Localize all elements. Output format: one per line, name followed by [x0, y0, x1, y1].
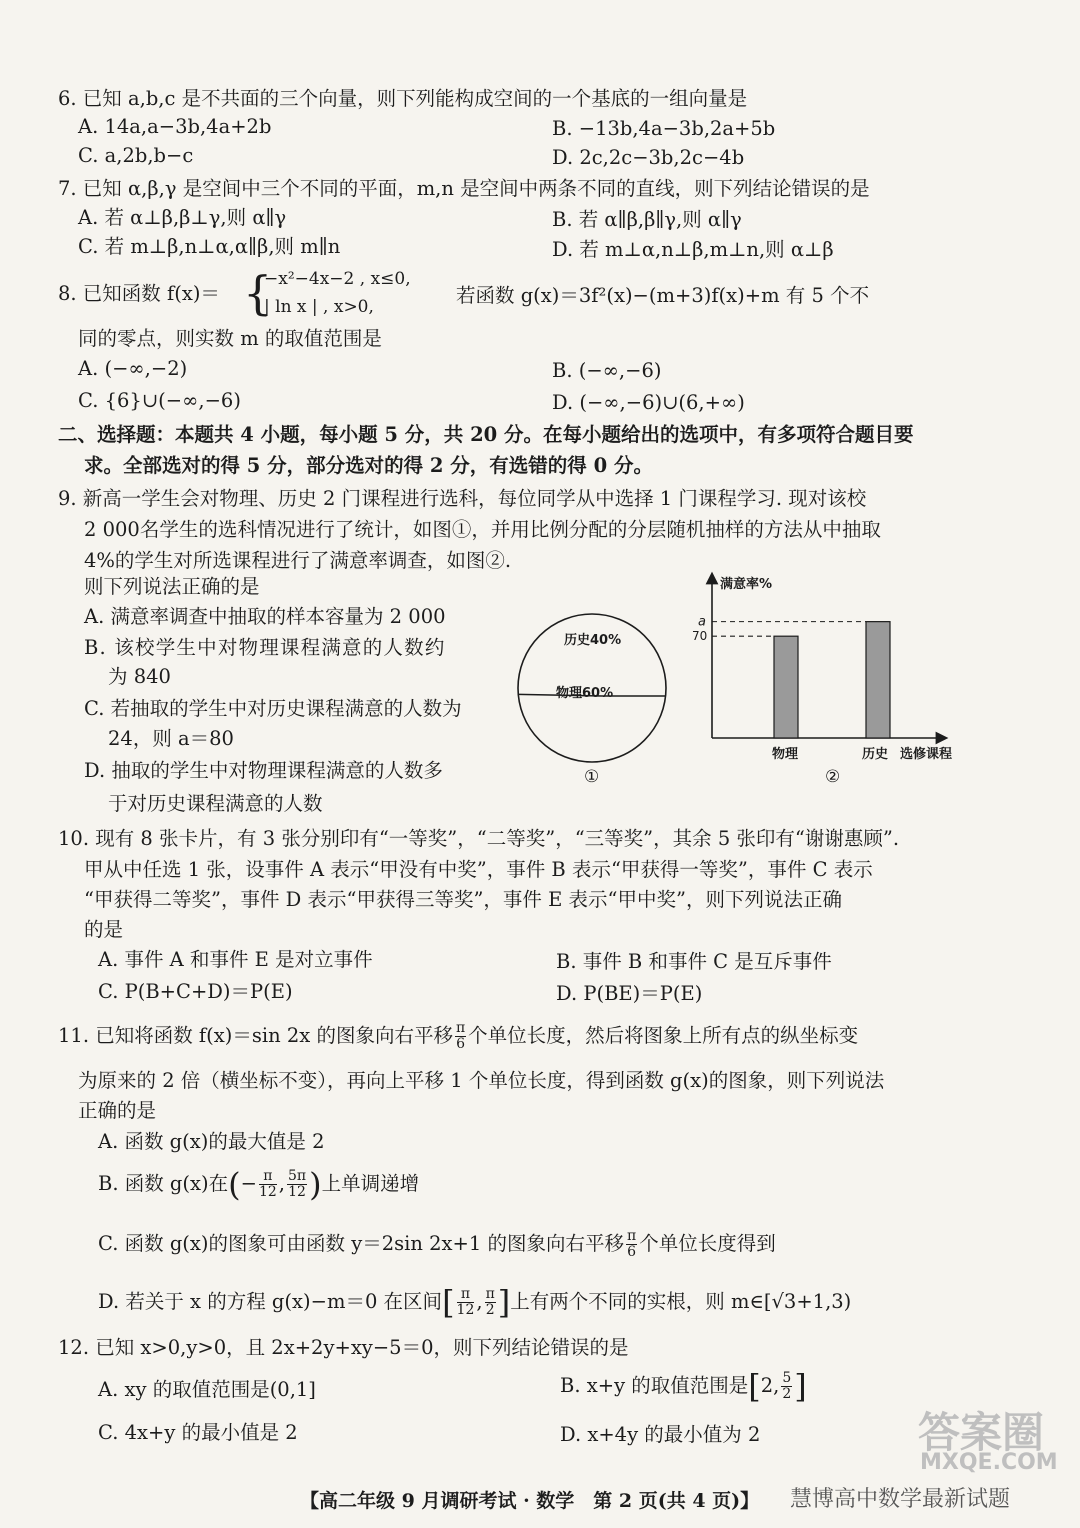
q11-d-frac1-num: π: [457, 1287, 475, 1303]
q12-b-lbr: [: [748, 1367, 761, 1406]
q8-case2: | ln x | , x>0,: [264, 297, 374, 317]
q12-b-text: B. x+y 的取值范围是: [560, 1374, 749, 1397]
page-footer: 【高二年级 9 月调研考试 · 数学 第 2 页(共 4 页)】: [300, 1490, 760, 1512]
q12-b-frac-den: 2: [782, 1386, 792, 1402]
q9-option-b-line2: 为 840: [108, 665, 171, 688]
q12-b-rbr: ]: [794, 1367, 807, 1406]
q6-option-b: B. −13b,4a−3b,2a+5b: [552, 117, 776, 140]
section2-heading-line1: 二、选择题：本题共 4 小题，每小题 5 分，共 20 分。在每小题给出的选项中，有多项符合题目要: [58, 423, 914, 446]
q12-option-b: [560, 1367, 807, 1406]
q11-d-frac1-den: 12: [456, 1302, 475, 1318]
q6-stem: 6. 已知 a,b,c 是不共面的三个向量，则下列能构成空间的一个基底的一组向量是: [58, 87, 748, 110]
q11-line3: 正确的是: [78, 1099, 157, 1122]
pie-label-physics: 物理60%: [556, 686, 614, 701]
q10-line1: 10. 现有 8 张卡片，有 3 张分别印有“一等奖”，“二等奖”，“三等奖”，其余 5 张印有“谢谢惠顾”.: [58, 827, 900, 850]
q11-c-text: C. 函数 g(x)的图象可由函数 y＝2sin 2x+1 的图象向右平移: [98, 1232, 624, 1255]
q9-line3: 4%的学生对所选课程进行了满意率调查，如图②.: [84, 549, 512, 572]
q8-line2: 同的零点，则实数 m 的取值范围是: [78, 327, 382, 350]
q11-line1: [58, 1021, 858, 1052]
q8-case1: −x²−4x−2 , x≤0,: [264, 269, 411, 289]
q9-line4: 则下列说法正确的是: [84, 575, 260, 598]
y-tick-70: 70: [692, 629, 708, 644]
q10-line2: 甲从中任选 1 张，设事件 A 表示“甲没有中奖”，事件 B 表示“甲获得一等奖”，事件 C 表示: [84, 858, 873, 881]
bar-figure-label: ②: [825, 767, 841, 787]
q11-option-d: [98, 1283, 852, 1322]
q6-option-a: A. 14a,a−3b,4a+2b: [78, 115, 272, 138]
q11-b-lpar: (: [228, 1165, 241, 1204]
category-history: 历史: [862, 747, 889, 762]
q10-option-b: B. 事件 B 和事件 C 是互斥事件: [556, 950, 832, 973]
pie-chart: [516, 612, 676, 772]
bar-chart: [690, 570, 960, 780]
q11-line2: 为原来的 2 倍（横坐标不变），再向上平移 1 个单位长度，得到函数 g(x)的图象，则下列说法: [78, 1069, 885, 1092]
q11-b-minus: −: [240, 1172, 257, 1195]
q7-option-b: B. 若 α∥β,β∥γ,则 α∥γ: [552, 208, 742, 231]
q11-d-comma: ,: [476, 1290, 483, 1313]
watermark-text: 慧博高中数学最新试题: [790, 1487, 1011, 1512]
q11-line1-b: 个单位长度，然后将图象上所有点的纵坐标变: [468, 1024, 859, 1047]
q12-option-a: A. xy 的取值范围是(0,1]: [98, 1378, 316, 1401]
q10-option-c: C. P(B+C+D)＝P(E): [98, 980, 293, 1003]
q7-option-a: A. 若 α⊥β,β⊥γ,则 α∥γ: [78, 206, 287, 229]
q12-b-frac: [781, 1371, 792, 1402]
q11-b-frac1-den: 12: [258, 1184, 277, 1200]
q11-d-lbr: [: [442, 1283, 455, 1322]
q8-option-c: C. {6}∪(−∞,−6): [78, 389, 241, 412]
q8-option-b: B. (−∞,−6): [552, 359, 662, 382]
q8-suffix: 若函数 g(x)＝3f²(x)−(m+3)f(x)+m 有 5 个不: [456, 284, 870, 307]
q11-c-text2: 个单位长度得到: [639, 1232, 776, 1255]
q11-d-frac1: [457, 1287, 475, 1318]
q9-line1: 9. 新高一学生会对物理、历史 2 门课程进行选科，每位同学从中选择 1 门课程学习. 现对该校: [58, 487, 867, 510]
q9-line2: 2 000名学生的选科情况进行了统计，如图①，并用比例分配的分层随机抽样的方法从中抽取: [84, 518, 881, 541]
q11-b-comma: ,: [278, 1172, 285, 1195]
q11-option-a: A. 函数 g(x)的最大值是 2: [98, 1130, 325, 1153]
q11-b-frac1: [259, 1169, 277, 1200]
bar-history: [866, 622, 890, 738]
q12-b-n: 2,: [760, 1374, 780, 1397]
q11-c-frac-num: π: [627, 1228, 637, 1244]
q12-b-frac-num: 5: [782, 1370, 792, 1386]
q12-option-d: D. x+4y 的最小值为 2: [560, 1423, 761, 1446]
q11-b-text: B. 函数 g(x)在: [98, 1172, 229, 1195]
q9-option-a: A. 满意率调查中抽取的样本容量为 2 000: [84, 605, 446, 628]
q8-brace: {: [243, 266, 273, 320]
q11-option-b: [98, 1165, 420, 1204]
q11-line1-a: 11. 已知将函数 f(x)＝sin 2x 的图象向右平移: [58, 1024, 453, 1047]
q12-stem: 12. 已知 x>0,y>0，且 2x+2y+xy−5＝0，则下列结论错误的是: [58, 1336, 629, 1359]
section2-heading-line2: 求。全部选对的得 5 分，部分选对的得 2 分，有选错的得 0 分。: [84, 454, 653, 477]
category-physics: 物理: [772, 747, 799, 762]
watermark-url: MXQE.COM: [920, 1450, 1058, 1475]
q11-frac-den: 6: [456, 1036, 466, 1052]
q12-option-c: C. 4x+y 的最小值是 2: [98, 1421, 298, 1444]
q9-option-c-line2: 24，则 a＝80: [108, 727, 234, 750]
q6-option-c: C. a,2b,b−c: [78, 144, 194, 167]
q11-b-frac1-num: π: [259, 1169, 277, 1185]
q11-frac-pi-6: [455, 1021, 466, 1052]
q8-option-d: D. (−∞,−6)∪(6,+∞): [552, 391, 745, 414]
q8-option-a: A. (−∞,−2): [78, 357, 188, 380]
q11-c-frac-den: 6: [627, 1244, 637, 1260]
q7-option-c: C. 若 m⊥β,n⊥α,α∥β,则 m∥n: [78, 235, 341, 258]
bar-physics: [774, 636, 798, 738]
q11-b-text2: 上单调递增: [321, 1172, 420, 1195]
q9-option-d-line1: D. 抽取的学生中对物理课程满意的人数多: [84, 759, 443, 782]
q7-stem: 7. 已知 α,β,γ 是空间中三个不同的平面，m,n 是空间中两条不同的直线，则下列结论错误的是: [58, 177, 870, 200]
q11-d-frac2-den: 2: [485, 1302, 495, 1318]
y-axis-label: 满意率%: [720, 577, 773, 592]
q6-option-d: D. 2c,2c−3b,2c−4b: [552, 146, 745, 169]
q9-option-c-line1: C. 若抽取的学生中对历史课程满意的人数为: [84, 697, 462, 720]
pie-figure-label: ①: [584, 767, 600, 787]
watermark-logo: 答案圈: [918, 1408, 1045, 1457]
q11-option-c: [98, 1229, 776, 1260]
x-axis-label: 选修课程: [900, 747, 953, 762]
q11-d-frac2: [485, 1287, 496, 1318]
q11-b-rpar: ): [309, 1165, 322, 1204]
q11-b-frac2-num: 5π: [287, 1168, 307, 1184]
q11-d-text: D. 若关于 x 的方程 g(x)−m＝0 在区间: [98, 1290, 443, 1313]
q10-line3: “甲获得二等奖”，事件 D 表示“甲获得三等奖”，事件 E 表示“甲中奖”，则下列说法正确: [84, 888, 842, 911]
q11-b-frac2-den: 12: [288, 1184, 306, 1200]
pie-label-history: 历史40%: [564, 633, 622, 648]
y-tick-a: a: [698, 614, 706, 630]
q11-d-rbr: ]: [497, 1283, 511, 1322]
q11-d-frac2-num: π: [485, 1286, 495, 1302]
q7-option-d: D. 若 m⊥α,n⊥β,m⊥n,则 α⊥β: [552, 238, 834, 261]
q10-option-d: D. P(BE)＝P(E): [556, 982, 703, 1005]
q8-prefix: 8. 已知函数 f(x)＝: [58, 282, 220, 305]
q11-d-text2: 上有两个不同的实根，则 m∈[√3+1,3): [510, 1290, 852, 1313]
q11-frac-num: π: [455, 1020, 466, 1036]
q10-option-a: A. 事件 A 和事件 E 是对立事件: [98, 948, 373, 971]
q11-b-frac2: [287, 1169, 307, 1200]
q11-c-frac: [626, 1229, 637, 1260]
q9-option-d-line2: 于对历史课程满意的人数: [108, 792, 323, 815]
q10-line4: 的是: [84, 918, 124, 941]
q9-option-b-line1: B. 该校学生中对物理课程满意的人数约: [84, 636, 446, 659]
